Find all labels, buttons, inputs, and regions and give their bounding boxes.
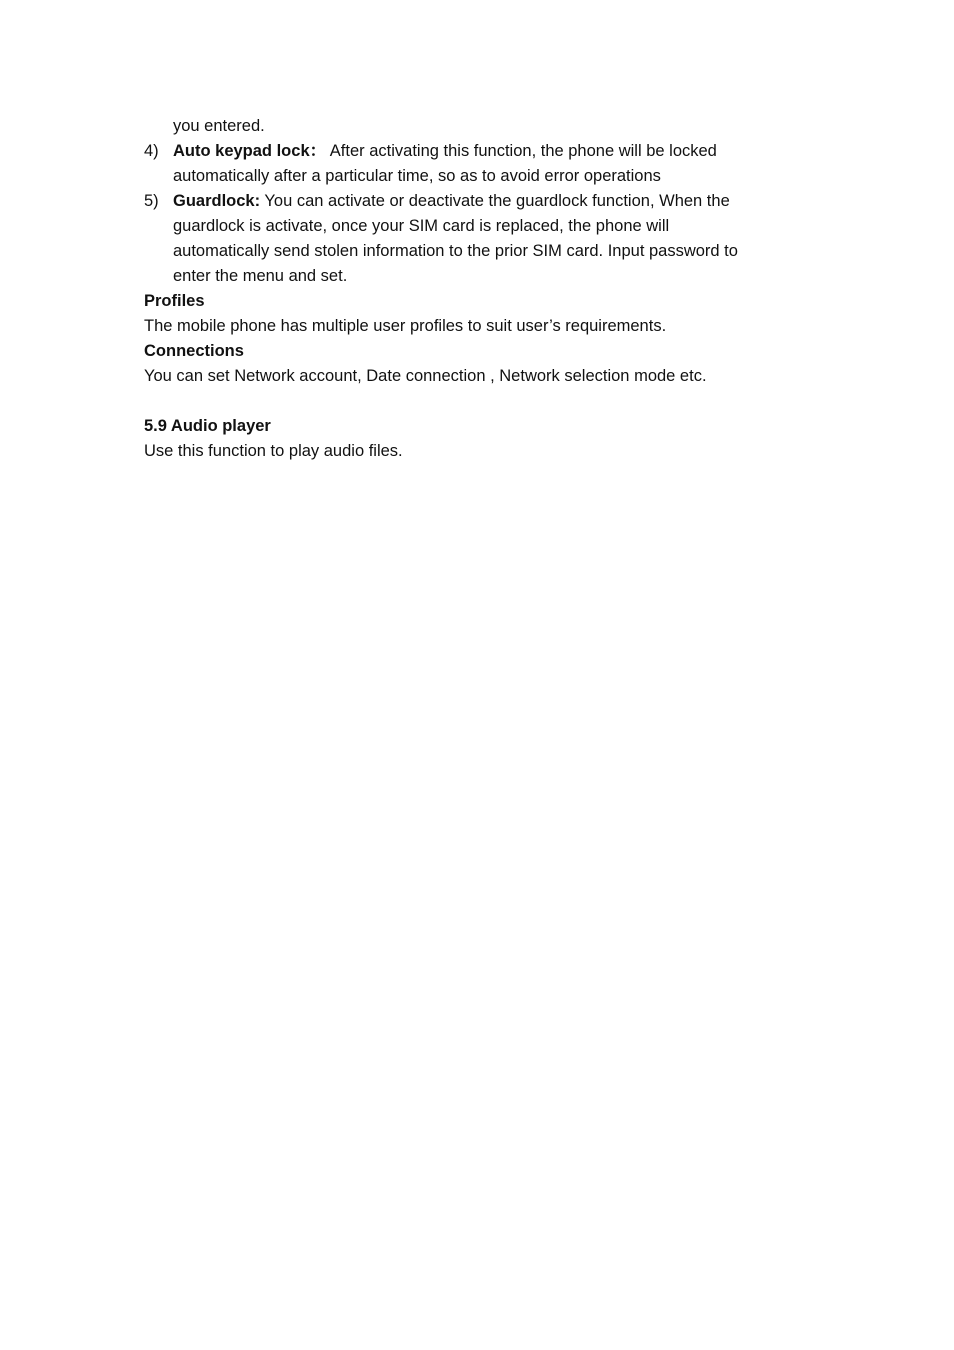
paragraph-gap: [144, 389, 804, 414]
section-heading-audio-player: 5.9 Audio player: [144, 417, 271, 435]
list-number: 4): [144, 142, 159, 160]
list-text: [173, 139, 804, 189]
list-line: enter the menu and set.: [173, 267, 348, 285]
list-text: [173, 189, 804, 289]
list-line: automatically after a particular time, so as to avoid error operations: [173, 167, 661, 185]
list-number: 5): [144, 192, 159, 210]
section-body-audio-player: Use this function to play audio files.: [144, 442, 403, 460]
list-line-text: After activating this function, the phone will be locked: [326, 142, 717, 160]
list-line: [173, 189, 804, 214]
section-body-profiles: The mobile phone has multiple user profiles to suit user’s requirements.: [144, 317, 667, 335]
list-term: Guardlock:: [173, 192, 261, 210]
list-line-text: You can activate or deactivate the guardlock function, When the: [260, 192, 730, 210]
section-body-connections: You can set Network account, Date connection , Network selection mode etc.: [144, 367, 707, 385]
list-line: [173, 139, 804, 164]
list-term: Auto keypad lock：: [173, 142, 327, 160]
continuation-text: you entered.: [173, 117, 265, 135]
list-item-auto-keypad-lock: [144, 139, 804, 189]
section-heading-connections: Connections: [144, 342, 244, 360]
list-item-guardlock: [144, 189, 804, 289]
document-page: [144, 114, 804, 464]
section-heading-profiles: Profiles: [144, 292, 205, 310]
list-line: automatically send stolen information to the prior SIM card. Input password to: [173, 242, 738, 260]
list-line: guardlock is activate, once your SIM card is replaced, the phone will: [173, 217, 670, 235]
